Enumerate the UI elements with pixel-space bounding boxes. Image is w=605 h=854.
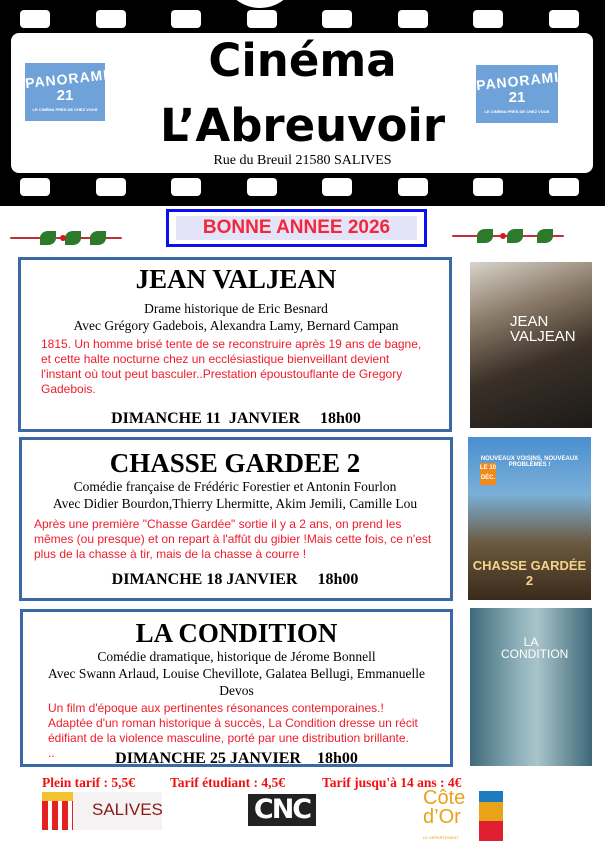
film-hole — [398, 178, 428, 196]
film-title: JEAN VALJEAN — [135, 264, 337, 294]
logo-tagline: LE CINÉMA PRÈS DE CHEZ VOUS — [32, 107, 98, 112]
film-card-la-condition — [20, 609, 453, 767]
holly-decoration-left — [10, 231, 122, 245]
film-hole — [20, 178, 50, 196]
logo-tagline: LE CINÉMA PRÈS DE CHEZ VOUS — [484, 109, 550, 114]
film-hole — [549, 178, 579, 196]
poster-badge: LE 10 DÉC. — [480, 463, 496, 485]
film-title: CHASSE GARDEE 2 — [109, 448, 361, 478]
new-year-banner — [166, 209, 427, 247]
poster-title: LA CONDITION — [501, 635, 569, 661]
film-genre: Drame historique de Eric Besnard — [144, 301, 328, 316]
film-hole — [549, 10, 579, 28]
logo-name: PANORAMIC — [24, 65, 120, 92]
poster-title: JEAN VALJEAN — [510, 313, 576, 345]
poster-title: CHASSE GARDÉE 2 — [472, 558, 587, 588]
poster-chasse-gardee-2 — [468, 437, 591, 600]
film-hole — [322, 10, 352, 28]
film-cast: Avec Didier Bourdon,Thierry Lhermitte, Akim Jemili, Camille Lou — [52, 496, 418, 511]
film-hole — [20, 10, 50, 28]
cinema-title: Cinéma — [208, 34, 397, 87]
price-full: Plein tarif : 5,5€ — [42, 775, 135, 790]
holly-decoration-right — [452, 229, 564, 243]
logo-name: PANORAMIC — [475, 67, 571, 94]
salives-text: SALIVES — [92, 800, 163, 819]
film-title: LA CONDITION — [135, 618, 338, 648]
cinema-name: L’Abreuvoir — [159, 99, 446, 152]
film-genre: Comédie française de Frédéric Forestier et Antonin Fourlon — [73, 479, 397, 494]
film-card-jean-valjean — [18, 257, 452, 432]
price-student: Tarif étudiant : 4,5€ — [170, 775, 286, 790]
film-showtime: DIMANCHE 18 JANVIER 18h00 — [111, 571, 359, 588]
salives-logo — [42, 792, 162, 830]
poster-jean-valjean — [470, 262, 592, 428]
film-hole — [96, 178, 126, 196]
film-card-chasse-gardee-2 — [19, 437, 453, 601]
film-showtime: DIMANCHE 11 JANVIER 18h00 — [111, 410, 361, 427]
cote-dor-flag-icon — [479, 791, 503, 841]
cinema-address: Rue du Breuil 21580 SALIVES — [213, 153, 392, 168]
film-hole — [171, 178, 201, 196]
film-synopsis: 1815. Un homme brisé tente de se reconstruire après 19 ans de bagne, et cette halte nocturne chez un ecclésiastique bienveillant devient l'instant où tout peut basculer..Prestation époustouflante de Gregory Gadebois. — [41, 337, 422, 396]
film-hole — [247, 10, 277, 28]
film-cast: Avec Grégory Gadebois, Alexandra Lamy, Bernard Campan — [73, 318, 399, 333]
film-showtime: DIMANCHE 25 JANVIER 18h00 — [115, 750, 358, 767]
film-cast: Avec Swann Arlaud, Louise Chevillote, Galatea Bellugi, Emmanuelle Devos — [48, 666, 425, 698]
film-hole — [322, 178, 352, 196]
cote-dor-sub: LE DÉPARTEMENT — [423, 835, 459, 840]
poster-la-condition — [470, 608, 592, 766]
reel-arc — [222, 0, 298, 8]
logo-number: 21 — [508, 89, 526, 106]
price-child: Tarif jusqu'à 14 ans : 4€ — [322, 775, 462, 790]
film-strip-header — [0, 0, 605, 206]
film-synopsis: Un film d'époque aux pertinentes résonances contemporaines.! Adaptée d'un roman historique à succès, La Condition dresse un récit édifiant de la violence masculine, porté par une distribution brillante. .. — [48, 701, 418, 760]
film-hole — [96, 10, 126, 28]
film-synopsis: Après une première "Chasse Gardée" sortie il y a 2 ans, on prend les mêmes (ou presque) et on repart à l'affût du gibier !Mais cette fois, ce n'est plus de la chasse à tir, mais de la chasse à courre ! — [34, 517, 432, 561]
cote-dor-line1: Côte — [423, 787, 466, 809]
poster-tagline: NOUVEAUX VOISINS, NOUVEAUX PROBLÈMES ! — [480, 456, 579, 468]
cote-dor-logo — [423, 787, 508, 843]
film-hole — [473, 178, 503, 196]
panoramic-logo-right — [475, 65, 571, 123]
cote-dor-line2: d’Or — [423, 806, 461, 828]
cnc-logo: CNC — [248, 794, 316, 826]
film-hole — [398, 10, 428, 28]
banner-text: BONNE ANNEE 2026 — [176, 216, 417, 240]
panoramic-logo-left — [24, 63, 120, 121]
film-hole — [247, 178, 277, 196]
film-genre: Comédie dramatique, historique de Jérome Bonnell — [97, 649, 376, 664]
logo-number: 21 — [56, 87, 74, 104]
film-hole — [473, 10, 503, 28]
film-hole — [171, 10, 201, 28]
